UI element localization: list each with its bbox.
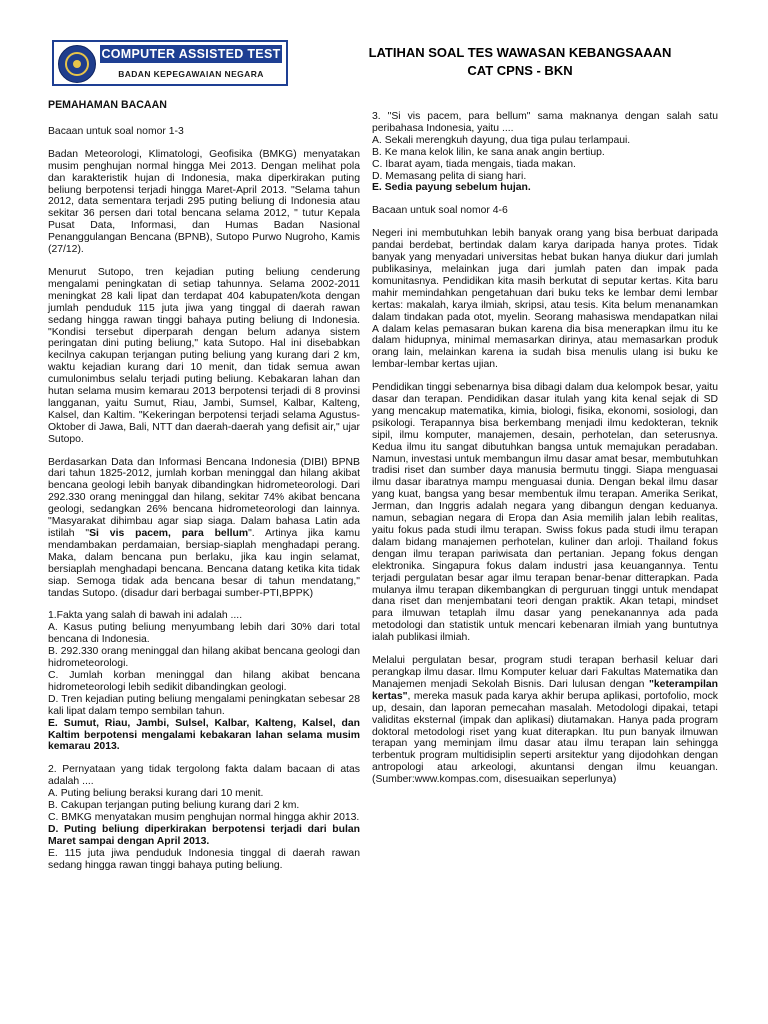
paragraph-text: , mereka masuk pada karya akhir berupa aplikasi, portofolio, mock up, desain, dan laporan pemecahan masalah. Metodologi dipakai, tetapi validitas eksternal (impak dan aplikasi) diutamakan. Hanya pada program doktoral metodologi riset yang kuat diterapkan. Itu pun banyak ilmuwan terapan yang meminjam ilmu dasar atau ilmu terapan lain sehingga terbentuk program multidisiplin seperti arsitektur yang dijodohkan dengan antropologi atau arkeologi, akuntansi dengan ilmu keuangan. (Sumber:www.kompas.com, disesuaikan seperlunya)	[372, 690, 718, 786]
option-a: A. Sekali merengkuh dayung, dua tiga pulau terlampaui.	[372, 134, 631, 146]
option-e-answer: E. Sumut, Riau, Jambi, Sulsel, Kalbar, Kalteng, Kalsel, dan Kaltim berpotensi mengalami kebakaran lahan selama musim kemarau 2013.	[48, 717, 360, 753]
reading-intro: Bacaan untuk soal nomor 4-6	[372, 205, 508, 217]
logo-title: COMPUTER ASSISTED TEST	[101, 47, 281, 61]
option-d: D. Tren kejadian puting beliung mengalami peningkatan sebesar 28 kali lipat dalam tempo sembilan tahun.	[48, 693, 360, 717]
logo-subtitle: BADAN KEPEGAWAIAN NEGARA	[118, 69, 264, 79]
option-c: C. Jumlah korban meninggal dan hilang akibat bencana hidrometeorologi lebih sedikit dibandingkan geologi.	[48, 669, 360, 693]
title-line-2: CAT CPNS - BKN	[467, 63, 573, 78]
option-e: E. 115 juta jiwa penduduk Indonesia tinggal di daerah rawan sedang hingga rawan tinggi bahaya puting beliung.	[48, 847, 360, 871]
paragraph	[372, 655, 718, 786]
option-c: C. Ibarat ayam, tiada mengais, tiada makan.	[372, 158, 576, 170]
option-d: D. Memasang pelita di siang hari.	[372, 170, 527, 182]
emphasis-phrase: "keterampilan kertas"	[372, 678, 718, 702]
paragraph-text: Melalui pergulatan besar, program studi terapan berhasil keluar dari perangkap ilmu dasar. Ilmu Komputer keluar dari Fakultas Matematika dan Manajemen menjadi Sekolah Bisnis. Dari lulusan dengan	[372, 655, 718, 690]
reading-intro: Bacaan untuk soal nomor 1-3	[48, 125, 184, 137]
option-c: C. BMKG menyatakan musim penghujan normal hingga akhir 2013.	[48, 811, 360, 823]
title-line-1: LATIHAN SOAL TES WAWASAN KEBANGSAAAN	[368, 45, 672, 60]
question-3: 3. "Si vis pacem, para bellum" sama maknanya dengan salah satu peribahasa Indonesia, yaitu ....	[372, 111, 718, 134]
paragraph-text: Berdasarkan Data dan Informasi Bencana Indonesia (DIBI) BPNB dari tahun 1825-2012, jumlah korban meninggal dan hilang akibat bencana geologi lebih banyak dibandingkan hidrometeorologi. Dari 292.330 orang meninggal dan hilang, sekitar 74% akibat bencana geologi, sedangkan 26% bencana hidrometeorologi dan lainnya. "Masyarakat dihimbau agar siap siaga. Dalam bahasa Latin ada istilah "	[48, 456, 360, 539]
option-b: B. Cakupan terjangan puting beliung kurang dari 2 km.	[48, 800, 300, 812]
paragraph-text: ". Artinya jika kamu mendambakan perdamaian, bersiap-siaplah menghadapi perang. Maka, dalam bencana pun berlaku, jika kau ingin selamat, bersiaplah menghadapi bencana. Bencana datang ketika kita tidak siap. Semoga tidak ada bencana besar di tahun mendatang," tandas Sutopo. (disadur dari berbagai sumber-PTI,BPPK)	[48, 528, 360, 599]
left-column	[48, 100, 360, 871]
option-a: A. Kasus puting beliung menyumbang lebih dari 30% dari total bencana di Indonesia.	[48, 622, 360, 646]
option-d-answer: D. Puting beliung diperkirakan berpotensi terjadi dari bulan Maret sampai dengan April 2013.	[48, 823, 360, 847]
right-column	[372, 111, 718, 797]
option-e-answer: E. Sedia payung sebelum hujan.	[372, 182, 531, 194]
document-title	[330, 44, 710, 80]
question-2: 2. Pernyataan yang tidak tergolong fakta dalam bacaan di atas adalah ....	[48, 764, 360, 788]
bkn-seal-icon	[58, 45, 96, 83]
paragraph: Pendidikan tinggi sebenarnya bisa dibagi dalam dua kelompok besar, yaitu dasar dan terapan. Pendidikan dasar itulah yang kita kenal sejak di SD yang mencakup matematika, kimia, biologi, fisika, ekonomi, sosiologi, dan psikologi. Terapannya bisa berkembang menjadi ilmu kedokteran, teknik sipil, ilmu komputer, manajemen, desain, perhotelan, dan seterusnya. Kedua ilmu itu sangat dibutuhkan bangsa untuk memajukan peradaban. Namun, investasi untuk membangun ilmu dasar amat besar, membutuhkan tradisi riset dan sumber daya manusia bermutu tinggi. Siapa menguasai ilmu dasar ibaratnya mampu menguasai dunia. Dengan bekal ilmu dasar yang kuat, bangsa yang besar membentuk ilmu terapan. Amerika Serikat, Jerman, dan Inggris adalah negara yang dibangun dengan keduanya. namun, sebagian negara di Eropa dan Asia memilih jalan lebih realitas, yaitu fokus pada studi ilmu terapan. Swiss fokus pada studi ilmu terapan dalam bidang manajemen perhotelan, kuliner dan arloji. Thailand fokus dengan ilmu terapan pariwisata dan pertanian. Jepang fokus dengan elektronika. Singapura fokus dalam industri jasa keuangannya. Tentu terjadi pergulatan besar agar ilmu terapan benar-benar ditterapkan. Pada mulanya ilmu terapan dikembangkan di perguruan tinggi untuk mendapat dana riset dan menjembatani teori dengan praktik. Akan tetapi, mindset para ilmuwan tetaplah ilmu dasar yang penekanannya ada pada metodologi dan statistik untuk mencari kebenaran ilmiah yang buntutnya ialah publikasi ilmiah.	[372, 382, 718, 644]
question-1: 1.Fakta yang salah di bawah ini adalah ....	[48, 610, 243, 622]
latin-phrase: Si vis pacem, para bellum	[89, 528, 249, 539]
section-heading: PEMAHAMAN BACAAN	[48, 99, 167, 111]
option-b: B. 292.330 orang meninggal dan hilang akibat bencana geologi dan hidrometeorologi.	[48, 646, 360, 670]
paragraph: Negeri ini membutuhkan lebih banyak orang yang bisa berbuat daripada pandai berdebat, bertindak dalam karya daripada hanya protes. Tidak banyak yang menyadari universitas hebat bukan hanya diukur dari jumlah publikasinya, melainkan juga dari jumlah paten dan impak pada komunitasnya. Pendidikan kita masih berkutat di seputar kertas. Kita baru mahir memindahkan pengetahuan dari buku teks ke lembar demi lembar kertas: makalah, karya ilmiah, skripsi, atau tesis. Kita belum menanamkan dalam tindakan pada otot, myelin. Seorang mahasiswa mendapatkan nilai A dalam kelas pemasaran bukan karena dia bisa menerapkan ilmu itu ke dalam hidupnya, minimal memasarkan dirinya, atau memasarkan produk orang lain, melainkan karena ia sudah bisa menulis ulang isi buku ke lembar-lembar kertas ujian.	[372, 228, 718, 371]
paragraph: Badan Meteorologi, Klimatologi, Geofisika (BMKG) menyatakan musim penghujan normal hingga Mei 2013. Dengan melihat pola dan karakteristik hujan di Indonesia, maka diperkirakan puting beliung berpotensi terjadi hingga Maret-April 2013. "Selama tahun 2012, data sementara terjadi 295 puting beliung di Indonesia atau sekitar 36 persen dari total bencana selama 2012, " tutur Kepala Pusat Data, Informasi, dan Humas Badan Nasional Penanggulangan Bencana (BPNB), Sutopo Purwo Nugroho, Kamis (27/12).	[48, 148, 360, 256]
option-b: B. Ke mana kelok lilin, ke sana anak angin bertiup.	[372, 146, 605, 158]
paragraph	[48, 457, 360, 600]
option-a: A. Puting beliung beraksi kurang dari 10 menit.	[48, 788, 264, 800]
paragraph: Menurut Sutopo, tren kejadian puting beliung cenderung mengalami peningkatan di setiap tahunnya. Selama 2002-2011 meningkat 28 kali lipat dan terdapat 404 kabupaten/kota dengan jumlah penduduk 115 juta jiwa yang tinggal di daerah rawan sedang hingga rawan tinggi bahaya puting beliung di Indonesia. "Kondisi tersebut diperparah dengan belum adanya sistem peringatan dini puting beliung," kata Sutopo. Hal ini disebabkan kecilnya cakupan terjangan puting beliung yang kurang dari 2 km, waktu kejadian kurang dari 10 menit, dan tidak semua awan cumulonimbus selalu terjadi puting beliung. Kebakaran lahan dan hutan selama musim kemarau 2013 berpotensi terjadi di 8 provinsi langganan, yaitu Sumut, Riau, Jambi, Sumsel, Kalbar, Kalteng, Kalsel, dan Kaltim. "Kekeringan berpotensi terjadi selama Agustus-Oktober di Jawa, Bali, NTT dan daerah-daerah yang defisit air," ujar Sutopo.	[48, 266, 360, 445]
cat-logo	[52, 40, 288, 86]
